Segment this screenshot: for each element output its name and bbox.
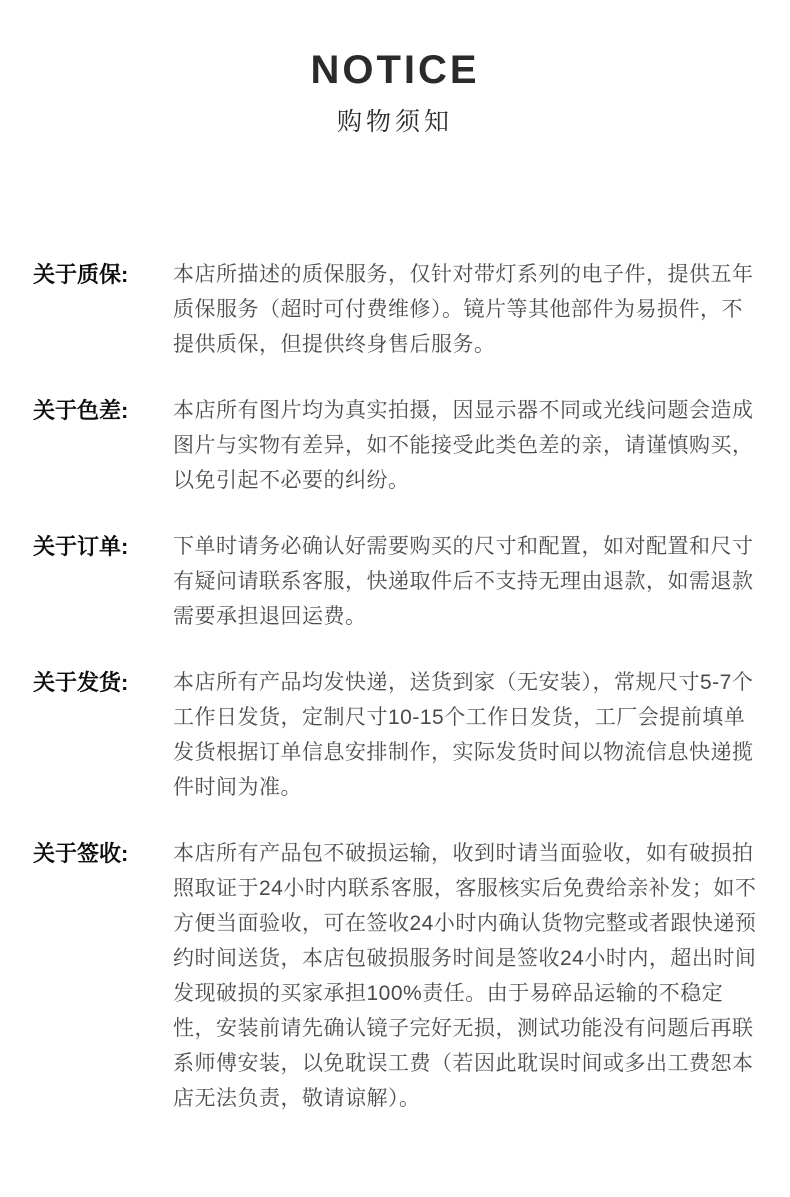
- notice-section: [0, 665, 790, 805]
- section-text: 本店所描述的质保服务，仅针对带灯系列的电子件，提供五年质保服务（超时可付费维修）。镜片等其他部件为易损件，不提供质保，但提供终身售后服务。: [173, 263, 754, 356]
- notice-header: [0, 0, 790, 136]
- section-text: 本店所有图片均为真实拍摄，因显示器不同或光线问题会造成图片与实物有差异，如不能接受此类色差的亲，请谨慎购买，以免引起不必要的纠纷。: [173, 399, 754, 492]
- section-label: 关于色差:: [33, 398, 129, 423]
- section-label: 关于订单:: [33, 534, 129, 559]
- page-title: NOTICE: [310, 48, 480, 92]
- section-label: 关于签收:: [33, 841, 129, 866]
- section-text: 下单时请务必确认好需要购买的尺寸和配置，如对配置和尺寸有疑问请联系客服，快递取件后不支持无理由退款，如需退款需要承担退回运费。: [173, 535, 754, 628]
- notice-section: [0, 836, 790, 1116]
- section-text: 本店所有产品包不破损运输，收到时请当面验收，如有破损拍照取证于24小时内联系客服，客服核实后免费给亲补发；如不方便当面验收，可在签收24小时内确认货物完整或者跟快递预约时间送货，本店包破损服务时间是签收24小时内，超出时间发现破损的买家承担100%责任。由于易碎品运输的不稳定性，安装前请先确认镜子完好无损，测试功能没有问题后再联系师傅安装，以免耽误工费（若因此耽误时间或多出工费恕本店无法负责，敬请谅解）。: [173, 842, 757, 1110]
- notice-section: [0, 257, 790, 362]
- notice-section: [0, 529, 790, 634]
- section-label: 关于发货:: [33, 670, 129, 695]
- notice-list: [0, 257, 790, 1116]
- page-subtitle: 购物须知: [336, 108, 453, 136]
- section-text: 本店所有产品均发快递，送货到家（无安装），常规尺寸5-7个工作日发货，定制尺寸10-15个工作日发货，工厂会提前填单发货根据订单信息安排制作，实际发货时间以物流信息快递揽件时间为准。: [173, 671, 754, 799]
- section-label: 关于质保:: [33, 262, 129, 287]
- notice-section: [0, 393, 790, 498]
